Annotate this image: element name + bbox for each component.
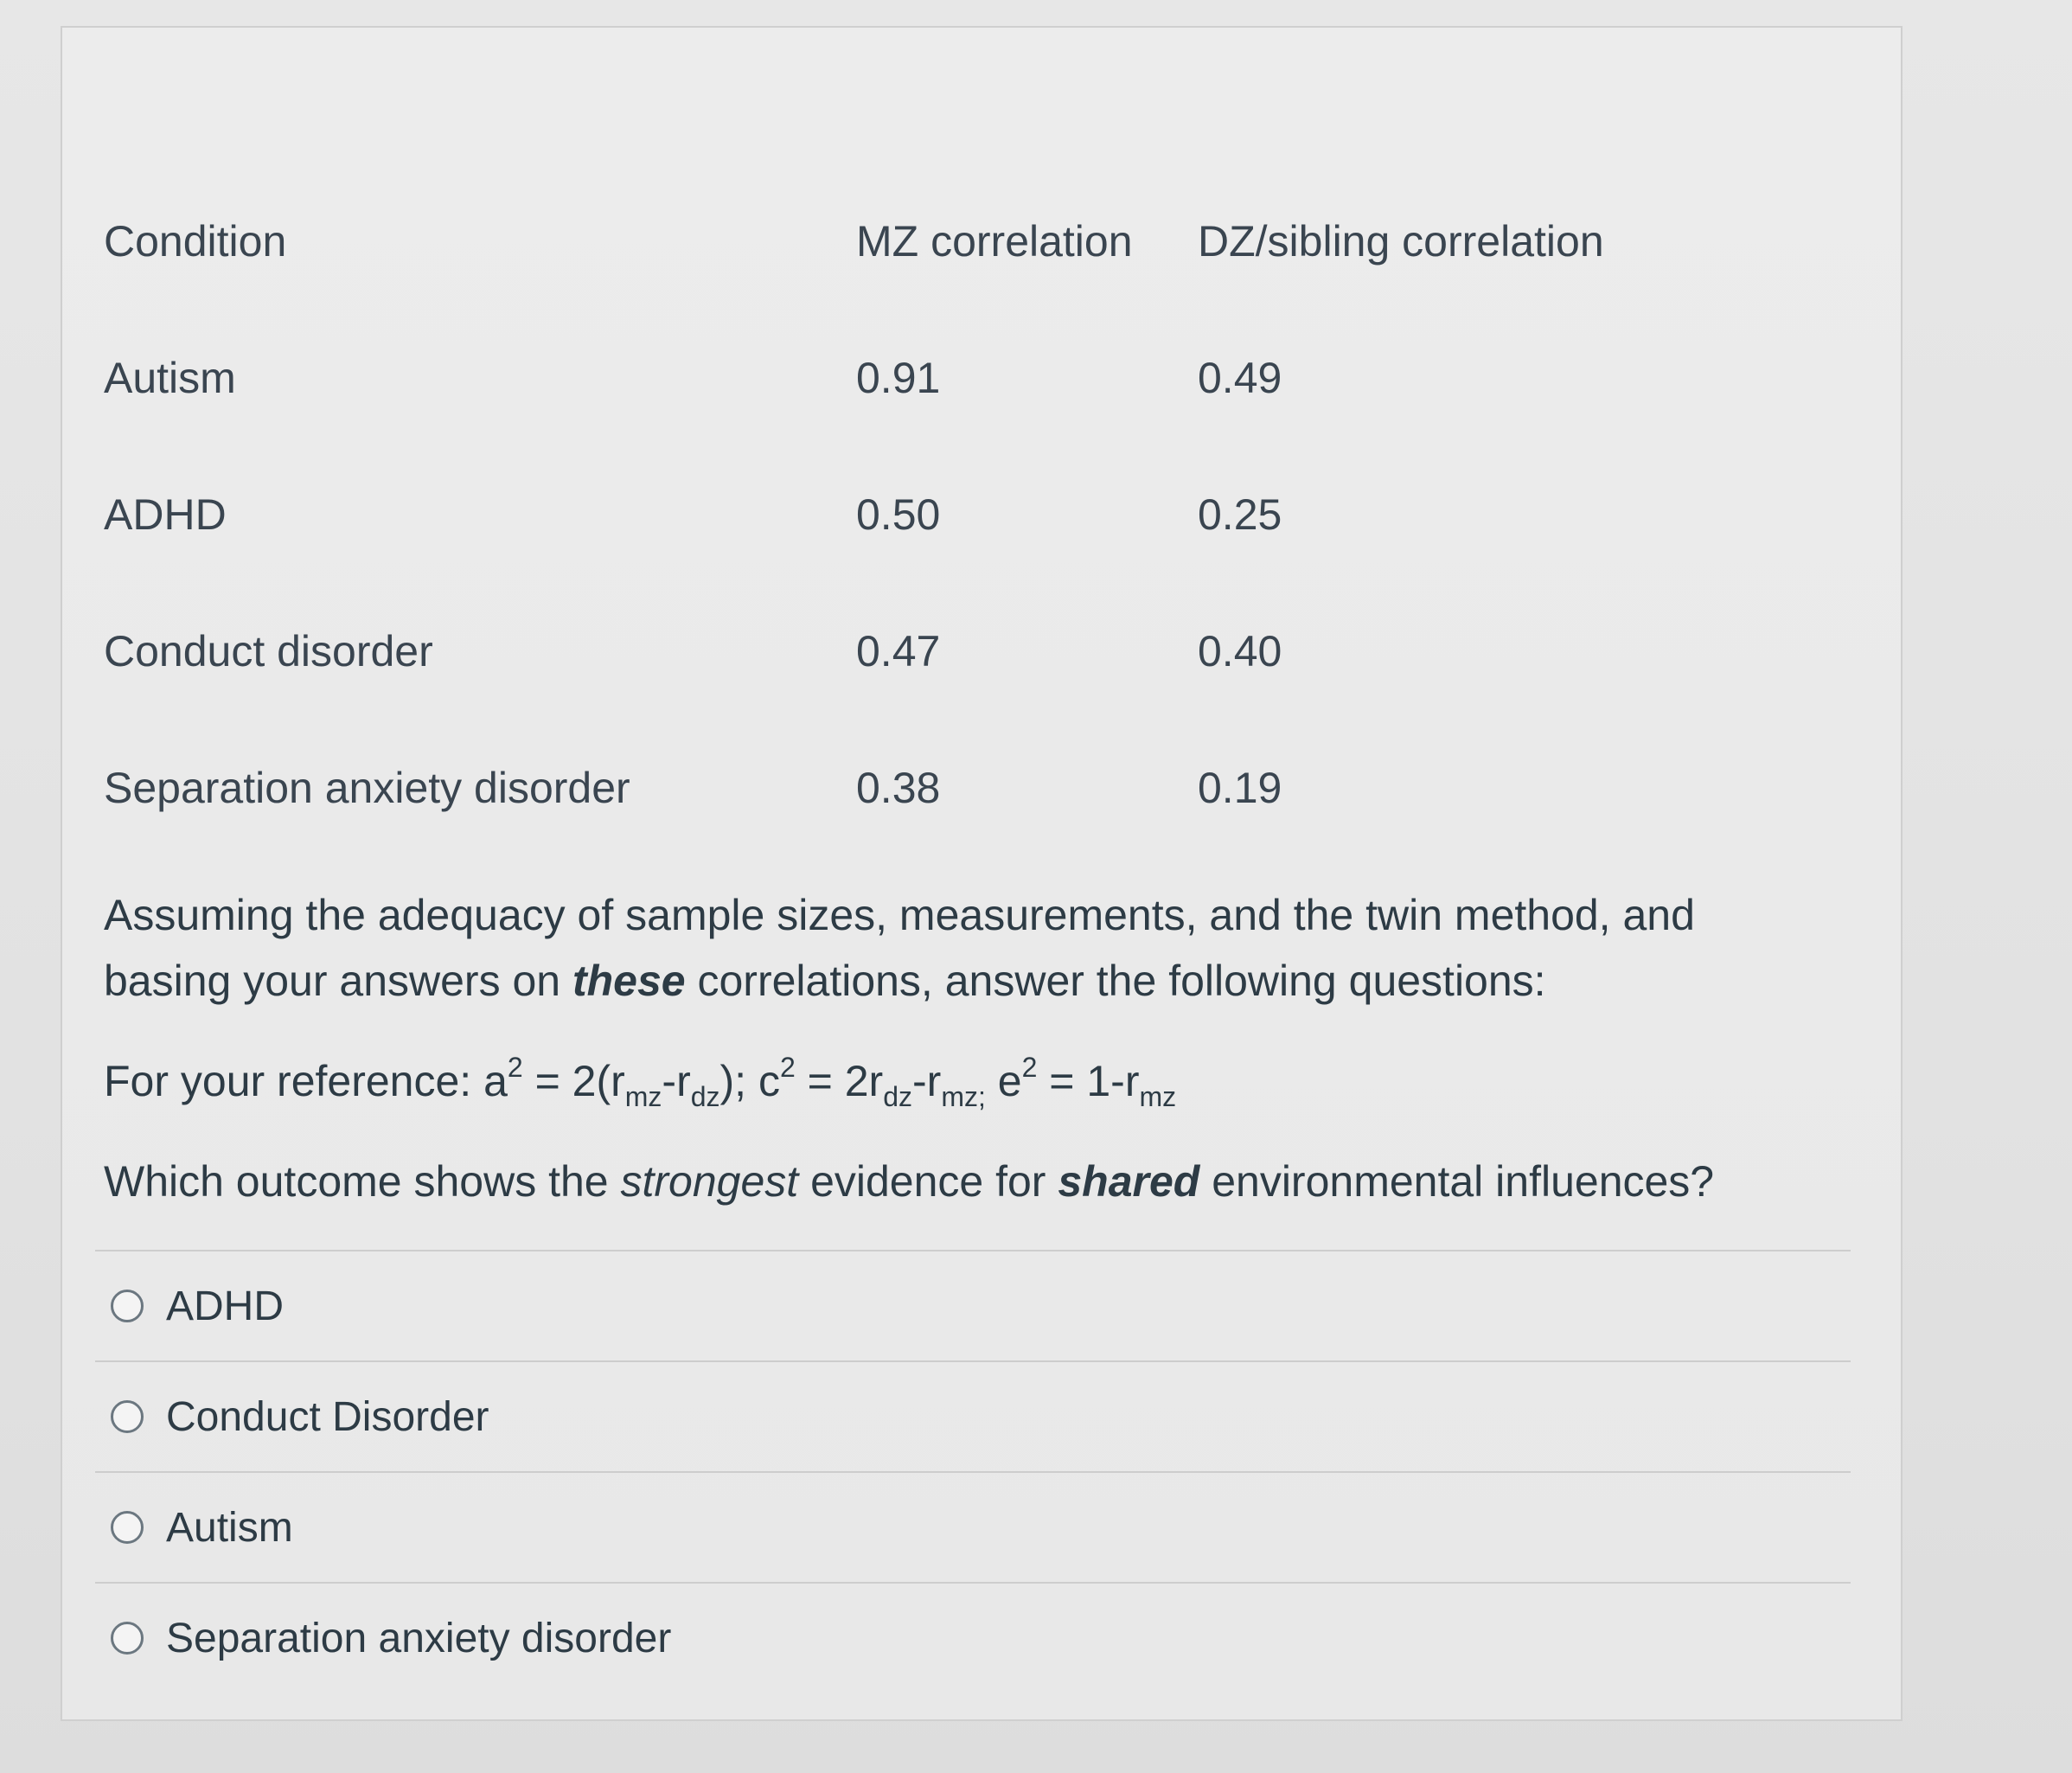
table-row (104, 720, 1717, 856)
answer-label: Conduct Disorder (166, 1393, 489, 1440)
answer-list (95, 1250, 1851, 1693)
radio-button[interactable] (111, 1622, 144, 1655)
cell-mz: 0.50 (856, 490, 941, 539)
cell-mz: 0.47 (856, 627, 941, 675)
answer-label: ADHD (166, 1283, 285, 1329)
answer-option-conduct-disorder[interactable] (95, 1360, 1851, 1471)
table-row (104, 310, 1717, 446)
table-row (104, 583, 1717, 720)
answer-option-separation-anxiety[interactable] (95, 1582, 1851, 1693)
cell-dz: 0.49 (1198, 354, 1282, 402)
correlation-table (104, 173, 1717, 856)
cell-mz: 0.38 (856, 764, 941, 812)
cell-condition: ADHD (104, 490, 227, 539)
header-condition: Condition (104, 217, 287, 266)
table-header-row (104, 173, 1717, 310)
formula-reference: For your reference: $a^2 = 2(r_{mz}-r_{dz})$; $c^2 = 2r_{dz}-r_{mz;}$ $e^2 = 1-r_{mz}$ (104, 1052, 1177, 1112)
cell-condition: Autism (104, 354, 236, 402)
cell-condition: Separation anxiety disorder (104, 764, 630, 812)
cell-dz: 0.25 (1198, 490, 1282, 539)
header-dz-correlation: DZ/sibling correlation (1198, 217, 1604, 266)
radio-button[interactable] (111, 1511, 144, 1544)
answer-label: Autism (166, 1504, 293, 1551)
cell-mz: 0.91 (856, 354, 941, 402)
question-intro: Assuming the adequacy of sample sizes, measurements, and the twin method, and basing your answers on these correlations, answer the following questions: (104, 891, 1695, 1005)
cell-dz: 0.40 (1198, 627, 1282, 675)
cell-condition: Conduct disorder (104, 627, 433, 675)
answer-label: Separation anxiety disorder (166, 1615, 672, 1661)
header-mz-correlation: MZ correlation (856, 217, 1133, 266)
question-prompt: Which outcome shows the strongest evidence for shared environmental influences? (104, 1157, 1715, 1206)
answer-option-adhd[interactable] (95, 1250, 1851, 1360)
radio-button[interactable] (111, 1400, 144, 1433)
cell-dz: 0.19 (1198, 764, 1282, 812)
question-text (104, 882, 1790, 1249)
answer-option-autism[interactable] (95, 1471, 1851, 1582)
radio-button[interactable] (111, 1290, 144, 1322)
table-row (104, 446, 1717, 583)
